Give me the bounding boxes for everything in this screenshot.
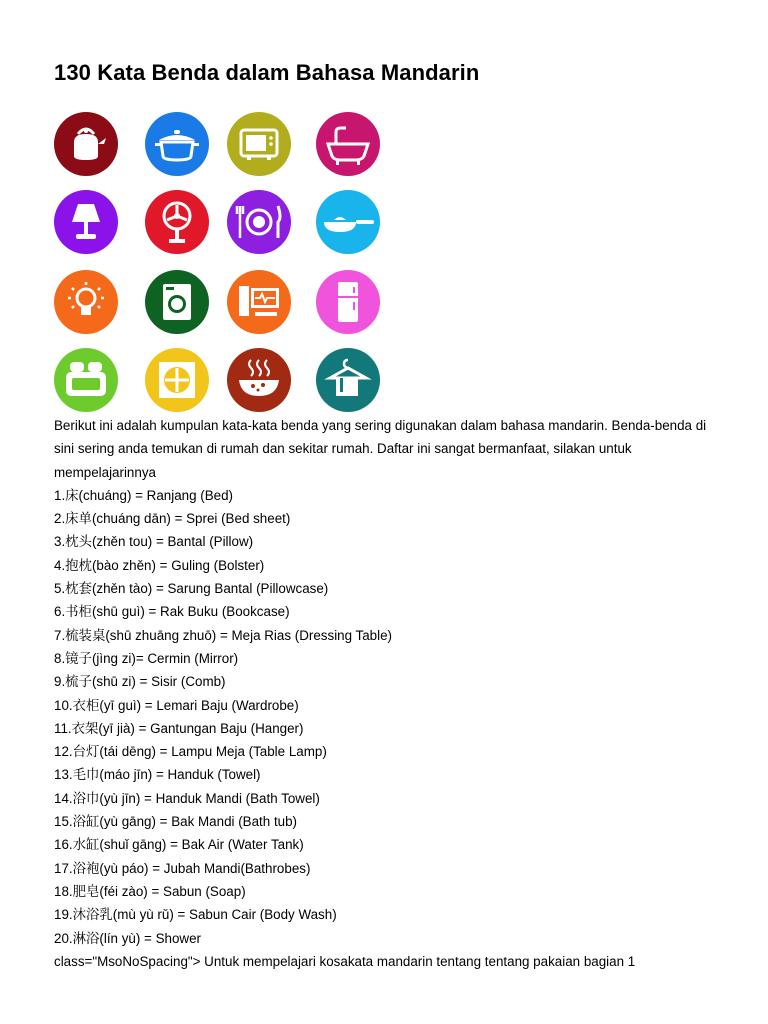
television-icon xyxy=(227,112,291,176)
intro-paragraph: Berikut ini adalah kumpulan kata-kata benda yang sering digunakan dalam bahasa mandarin. Benda-benda di sini sering anda temukan di rumah dan sekitar rumah. Daftar ini sangat bermanfaat, silakan untuk mempelajarinnya xyxy=(54,418,707,480)
plate-cutlery-icon xyxy=(227,190,291,254)
list-item: 3.枕头(zhěn tou) = Bantal (Pillow) xyxy=(54,534,254,550)
list-item: 16.水缸(shuǐ gāng) = Bak Air (Water Tank) xyxy=(54,837,304,853)
list-item: 1.床(chuáng) = Ranjang (Bed) xyxy=(54,487,234,503)
list-item: 4.抱枕(bào zhěn) = Guling (Bolster) xyxy=(54,557,265,573)
steaming-bowl-icon xyxy=(227,348,291,412)
cooking-pot-icon xyxy=(145,112,209,176)
kettle-icon xyxy=(54,112,118,176)
bathtub-icon xyxy=(316,112,380,176)
list-item: 8.镜子(jìng zi)= Cermin (Mirror) xyxy=(54,650,239,666)
list-item: 13.毛巾(máo jīn) = Handuk (Towel) xyxy=(54,767,261,783)
list-item: 9.梳子(shū zi) = Sisir (Comb) xyxy=(54,674,226,690)
list-item: 11.衣架(yī jià) = Gantungan Baju (Hanger) xyxy=(54,720,304,736)
list-item: 18.肥皂(féi zào) = Sabun (Soap) xyxy=(54,883,246,899)
article-body xyxy=(54,414,716,973)
list-item: 12.台灯(tái dēng) = Lampu Meja (Table Lamp) xyxy=(54,744,327,760)
light-bulb-icon xyxy=(54,270,118,334)
refrigerator-icon xyxy=(316,270,380,334)
list-item: 2.床单(chuáng dān) = Sprei (Bed sheet) xyxy=(54,511,291,527)
list-item: 14.浴巾(yù jīn) = Handuk Mandi (Bath Towel) xyxy=(54,790,320,806)
list-item: 10.衣柜(yī guì) = Lemari Baju (Wardrobe) xyxy=(54,697,299,713)
computer-icon xyxy=(227,270,291,334)
list-item: 7.梳装桌(shū zhuāng zhuō) = Meja Rias (Dressing Table) xyxy=(54,627,393,643)
frying-pan-icon xyxy=(316,190,380,254)
page-title: 130 Kata Benda dalam Bahasa Mandarin xyxy=(54,60,480,85)
towel-hanger-icon xyxy=(316,348,380,412)
toaster-icon xyxy=(54,348,118,412)
electric-fan-icon xyxy=(145,190,209,254)
exhaust-fan-icon xyxy=(145,348,209,412)
list-item: 20.淋浴(lín yù) = Shower xyxy=(54,930,201,946)
list-item: 6.书柜(shū guì) = Rak Buku (Bookcase) xyxy=(54,604,290,620)
vocabulary-list xyxy=(54,484,716,950)
footer-note: class="MsoNoSpacing"> Untuk mempelajari kosakata mandarin tentang tentang pakaian bagian 1 xyxy=(54,953,636,969)
list-item: 19.沐浴乳(mù yù rǔ) = Sabun Cair (Body Wash) xyxy=(54,907,337,923)
washing-machine-icon xyxy=(145,270,209,334)
list-item: 17.浴袍(yù páo) = Jubah Mandi(Bathrobes) xyxy=(54,860,311,876)
table-lamp-icon xyxy=(54,190,118,254)
list-item: 5.枕套(zhěn tào) = Sarung Bantal (Pillowcase) xyxy=(54,581,329,597)
list-item: 15.浴缸(yù gāng) = Bak Mandi (Bath tub) xyxy=(54,814,298,830)
